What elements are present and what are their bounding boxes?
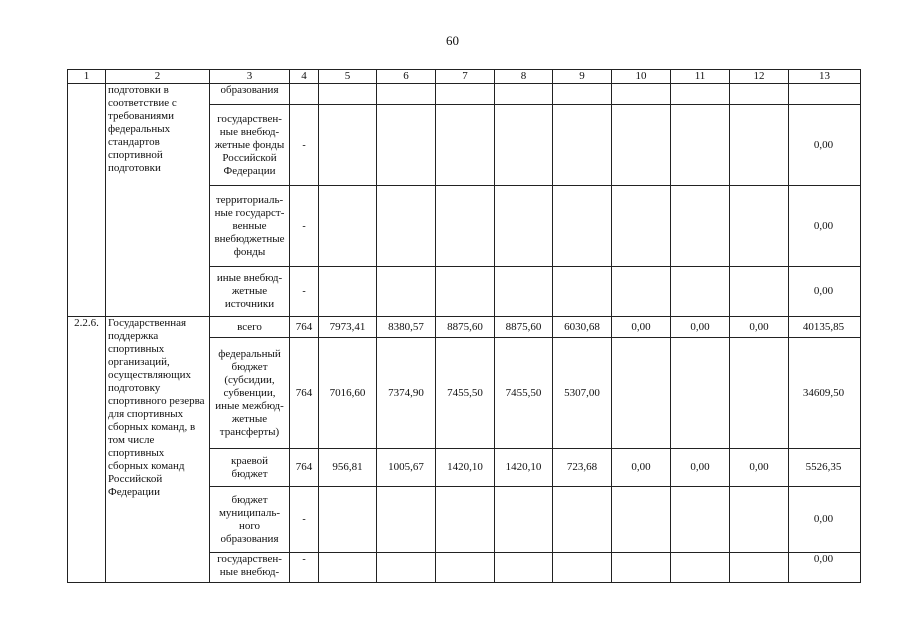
total-cell: 0,00	[789, 487, 861, 553]
total-cell: 40135,85	[789, 317, 861, 338]
value-cell	[730, 338, 789, 449]
value-cell	[553, 553, 612, 583]
value-cell: 7455,50	[436, 338, 495, 449]
value-cell: -	[290, 105, 319, 186]
value-cell: 0,00	[612, 317, 671, 338]
header-cell: 4	[290, 70, 319, 84]
source-cell: государствен-ные внебюд-жетные фонды Российской Федерации	[210, 105, 290, 186]
header-cell: 9	[553, 70, 612, 84]
source-cell: государствен-ные внебюд-	[210, 553, 290, 583]
header-cell: 7	[436, 70, 495, 84]
value-cell: 7973,41	[319, 317, 377, 338]
page-number: 60	[446, 33, 459, 48]
value-cell	[553, 267, 612, 317]
value-cell	[671, 105, 730, 186]
row-code-cell	[68, 84, 106, 317]
value-cell	[495, 186, 553, 267]
value-cell	[730, 105, 789, 186]
value-cell	[495, 84, 553, 105]
value-cell: 764	[290, 317, 319, 338]
row-code-cell: 2.2.6.	[68, 317, 106, 583]
value-cell	[436, 487, 495, 553]
total-cell: 0,00	[789, 553, 861, 583]
value-cell	[553, 487, 612, 553]
value-cell: 8875,60	[436, 317, 495, 338]
value-cell: 8875,60	[495, 317, 553, 338]
value-cell	[612, 267, 671, 317]
value-cell	[671, 553, 730, 583]
value-cell	[290, 84, 319, 105]
value-cell	[553, 105, 612, 186]
total-cell: 0,00	[789, 186, 861, 267]
value-cell	[612, 553, 671, 583]
value-cell	[671, 338, 730, 449]
value-cell	[495, 487, 553, 553]
value-cell	[730, 553, 789, 583]
value-cell	[671, 267, 730, 317]
value-cell: 0,00	[671, 317, 730, 338]
header-cell: 11	[671, 70, 730, 84]
header-cell: 10	[612, 70, 671, 84]
value-cell	[730, 487, 789, 553]
value-cell: 723,68	[553, 449, 612, 487]
value-cell	[436, 84, 495, 105]
source-cell: всего	[210, 317, 290, 338]
value-cell: 7455,50	[495, 338, 553, 449]
value-cell	[436, 267, 495, 317]
source-cell: бюджет муниципаль-ного образования	[210, 487, 290, 553]
value-cell: 7374,90	[377, 338, 436, 449]
header-cell: 1	[68, 70, 106, 84]
table-row	[68, 84, 861, 105]
total-cell: 5526,35	[789, 449, 861, 487]
value-cell	[377, 553, 436, 583]
source-cell: образования	[210, 84, 290, 105]
value-cell: 764	[290, 449, 319, 487]
source-cell: иные внебюд-жетные источники	[210, 267, 290, 317]
value-cell	[319, 105, 377, 186]
value-cell: 1005,67	[377, 449, 436, 487]
value-cell	[436, 553, 495, 583]
value-cell	[495, 553, 553, 583]
value-cell: 0,00	[730, 317, 789, 338]
header-cell: 2	[106, 70, 210, 84]
value-cell	[495, 105, 553, 186]
value-cell: 0,00	[730, 449, 789, 487]
value-cell	[553, 84, 612, 105]
value-cell	[319, 186, 377, 267]
value-cell	[319, 267, 377, 317]
value-cell: 956,81	[319, 449, 377, 487]
value-cell	[377, 186, 436, 267]
value-cell: 1420,10	[436, 449, 495, 487]
source-cell: территориаль-ные государст-венные внебюджетные фонды	[210, 186, 290, 267]
row-name-cell: Государственная поддержка спортивных организаций, осуществляющих подготовку спортивного резерва для спортивных сборных команд, в том числе спортивных сборных команд Российской Федерации	[106, 317, 210, 583]
value-cell	[319, 84, 377, 105]
value-cell	[436, 105, 495, 186]
value-cell	[612, 84, 671, 105]
value-cell	[612, 105, 671, 186]
value-cell	[377, 487, 436, 553]
total-cell: 34609,50	[789, 338, 861, 449]
total-cell: 0,00	[789, 105, 861, 186]
value-cell	[612, 338, 671, 449]
value-cell	[730, 186, 789, 267]
value-cell	[377, 267, 436, 317]
value-cell: 5307,00	[553, 338, 612, 449]
source-cell: краевой бюджет	[210, 449, 290, 487]
row-name-cell: подготовки в соответствие с требованиями федеральных стандартов спортивной подготовки	[106, 84, 210, 317]
value-cell	[730, 84, 789, 105]
value-cell	[319, 487, 377, 553]
value-cell	[671, 84, 730, 105]
table-row	[68, 317, 861, 338]
value-cell: -	[290, 487, 319, 553]
budget-table	[67, 69, 861, 583]
table-header-row	[68, 70, 861, 84]
value-cell: 7016,60	[319, 338, 377, 449]
header-cell: 13	[789, 70, 861, 84]
value-cell: 6030,68	[553, 317, 612, 338]
value-cell	[553, 186, 612, 267]
header-cell: 8	[495, 70, 553, 84]
value-cell	[612, 186, 671, 267]
value-cell	[436, 186, 495, 267]
value-cell: 764	[290, 338, 319, 449]
value-cell: 0,00	[671, 449, 730, 487]
value-cell	[612, 487, 671, 553]
value-cell	[671, 186, 730, 267]
header-cell: 3	[210, 70, 290, 84]
value-cell: -	[290, 186, 319, 267]
header-cell: 12	[730, 70, 789, 84]
source-cell: федеральный бюджет (субсидии, субвенции, иные межбюд-жетные трансферты)	[210, 338, 290, 449]
value-cell	[319, 553, 377, 583]
value-cell	[730, 267, 789, 317]
total-cell	[789, 84, 861, 105]
value-cell: -	[290, 553, 319, 583]
value-cell: -	[290, 267, 319, 317]
value-cell	[377, 105, 436, 186]
value-cell	[495, 267, 553, 317]
header-cell: 6	[377, 70, 436, 84]
value-cell: 0,00	[612, 449, 671, 487]
total-cell: 0,00	[789, 267, 861, 317]
value-cell: 1420,10	[495, 449, 553, 487]
value-cell: 8380,57	[377, 317, 436, 338]
header-cell: 5	[319, 70, 377, 84]
value-cell	[377, 84, 436, 105]
value-cell	[671, 487, 730, 553]
